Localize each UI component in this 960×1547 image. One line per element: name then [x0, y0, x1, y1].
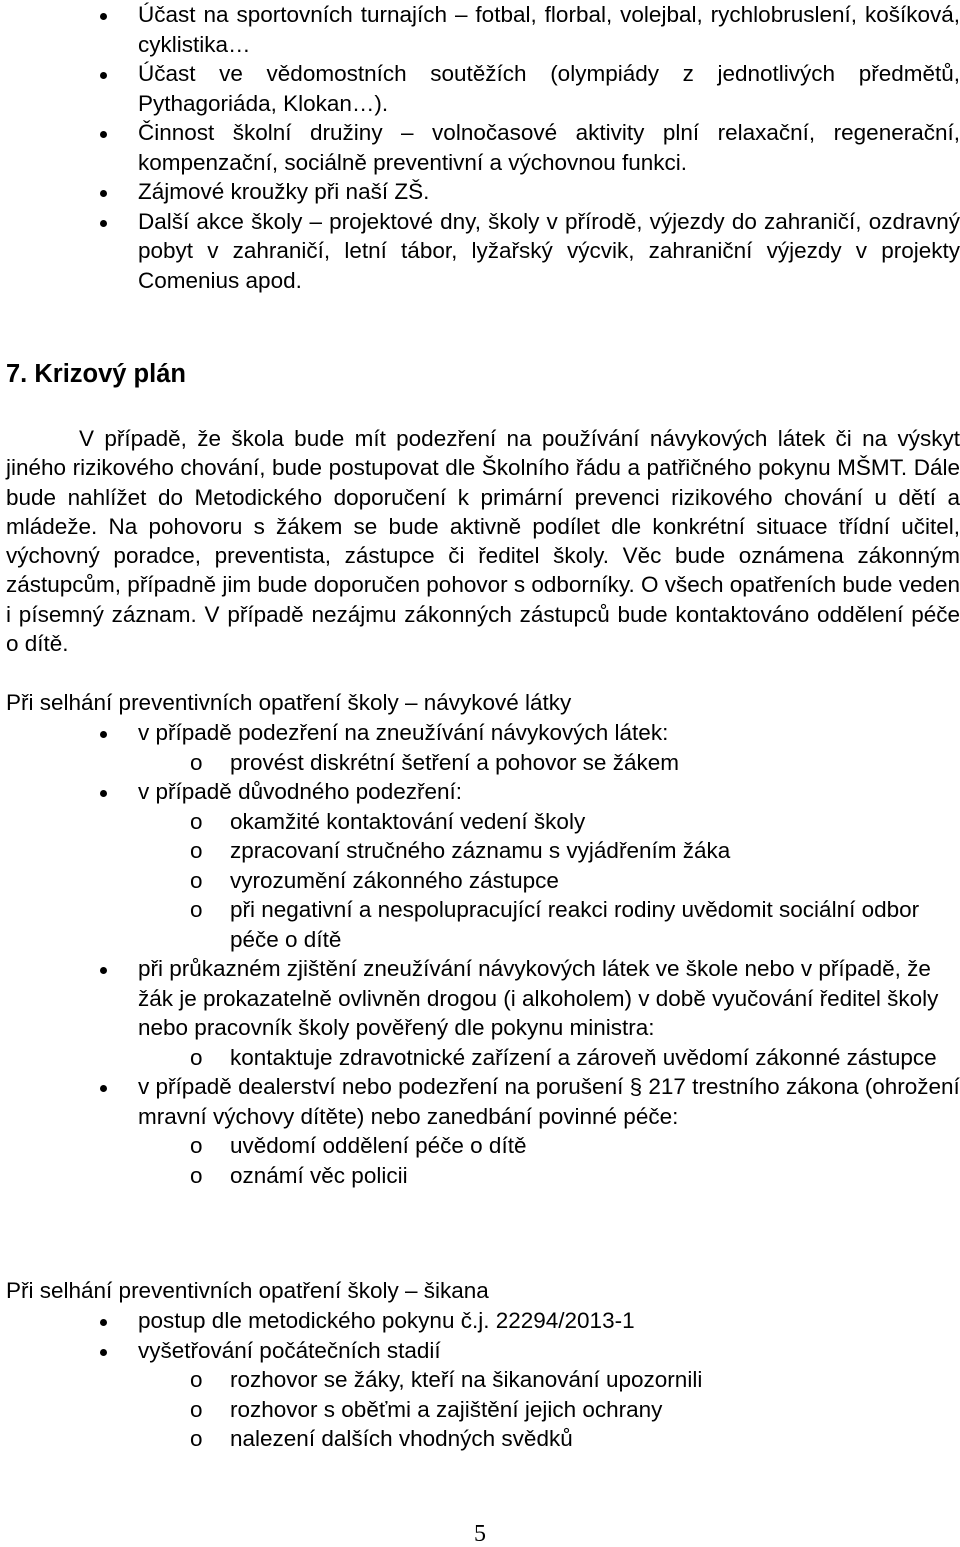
- sub-list-item-text: rozhovor se žáky, kteří na šikanování upozornili: [230, 1367, 703, 1392]
- circle-bullet-icon: o: [190, 897, 203, 922]
- list-item-text: při průkazném zjištění zneužívání návykových látek ve škole nebo v případě, že žák je prokazatelně ovlivněn drogou (i alkoholem) v době vyučování ředitel školy nebo pracovník školy pověřený dle pokynu ministra:: [138, 956, 939, 1040]
- activities-list: [0, 0, 960, 295]
- sub-list-item-text: nalezení dalších vhodných svědků: [230, 1426, 573, 1451]
- sub-list-item: [0, 866, 960, 896]
- bullet-icon: [100, 967, 107, 974]
- list-item: [0, 954, 960, 1043]
- bullet-icon: [100, 220, 107, 227]
- list-item-text: vyšetřování počátečních stadií: [138, 1337, 441, 1363]
- bullying-list: [0, 1306, 960, 1454]
- list-item: [0, 177, 960, 207]
- list-item: [0, 59, 960, 118]
- sub-list-item: [0, 1161, 960, 1191]
- sub-list-item-text: uvědomí oddělení péče o dítě: [230, 1133, 527, 1158]
- bullet-icon: [100, 1319, 107, 1326]
- list-item-text: Účast ve vědomostních soutěžích (olympiády z jednotlivých předmětů, Pythagoriáda, Klokan…).: [138, 61, 960, 116]
- sub-list-item: [0, 807, 960, 837]
- circle-bullet-icon: o: [190, 1426, 203, 1451]
- bullet-icon: [100, 1349, 107, 1356]
- circle-bullet-icon: o: [190, 838, 203, 863]
- list-item-text: v případě podezření na zneužívání návykových látek:: [138, 720, 669, 745]
- sub-list-item: [0, 895, 960, 954]
- sub-list-item-text: při negativní a nespolupracující reakci rodiny uvědomit sociální odbor péče o dítě: [230, 897, 920, 952]
- list-item: [0, 0, 960, 59]
- list-item: [0, 718, 960, 748]
- circle-bullet-icon: o: [190, 1133, 203, 1158]
- circle-bullet-icon: o: [190, 1044, 203, 1070]
- sub-list-item-text: okamžité kontaktování vedení školy: [230, 808, 586, 834]
- list-item: [0, 777, 960, 807]
- circle-bullet-icon: o: [190, 1396, 203, 1422]
- sub-list-item: [0, 1131, 960, 1161]
- sub-list-item-text: provést diskrétní šetření a pohovor se žákem: [230, 749, 679, 775]
- bullet-icon: [100, 790, 107, 797]
- list-item: [0, 1306, 960, 1336]
- sub-list-item: [0, 1395, 960, 1425]
- sub-list-item-text: kontaktuje zdravotnické zařízení a zároveň uvědomí zákonné zástupce: [230, 1044, 937, 1070]
- circle-bullet-icon: o: [190, 867, 203, 893]
- crisis-plan-paragraph: V případě, že škola bude mít podezření na používání návykových látek či na výskyt jiného rizikového chování, bude postupovat dle Školního řádu a patřičného pokynu MŠMT. Dále bude nahlížet do Metodického doporučení k primární prevenci rizikového chování u dětí a mládeže. Na pohovoru s žákem se bude aktivně podílet dle konkrétní situace třídní učitel, výchovný poradce, preventista, zástupce či ředitel školy. Věc bude oznámena zákonným zástupcům, případně jim bude doporučen pohovor s odborníky. O všech opatřeních bude veden i písemný záznam. V případě nezájmu zákonných zástupců bude kontaktováno oddělení péče o dítě.: [6, 426, 960, 657]
- circle-bullet-icon: o: [190, 749, 203, 775]
- list-item: [0, 207, 960, 296]
- list-item-text: v případě dealerství nebo podezření na porušení § 217 trestního zákona (ohrožení mravní výchovy dítěte) nebo zanedbání povinné péče:: [138, 1074, 960, 1129]
- sub-list-item: [0, 1424, 960, 1454]
- list-item-text: Činnost školní družiny – volnočasové aktivity plní relaxační, regenerační, kompenzační, sociálně preventivní a výchovnou funkci.: [138, 120, 960, 175]
- substances-list: [0, 718, 960, 1190]
- bullet-icon: [100, 731, 107, 738]
- list-item: [0, 1072, 960, 1131]
- sub-list-item: [0, 1365, 960, 1395]
- circle-bullet-icon: o: [190, 1367, 203, 1392]
- list-item: [0, 118, 960, 177]
- sub-list-item-text: zpracovaní stručného záznamu s vyjádřením žáka: [230, 838, 731, 863]
- sub-list-item-text: vyrozumění zákonného zástupce: [230, 867, 559, 893]
- circle-bullet-icon: o: [190, 1162, 203, 1188]
- list-item-text: Další akce školy – projektové dny, školy v přírodě, výjezdy do zahraničí, ozdravný pobyt v zahraničí, letní tábor, lyžařský výcvik, zahraniční výjezdy v projekty Comenius apod.: [138, 208, 960, 293]
- bullet-icon: [100, 131, 107, 138]
- bullet-icon: [100, 13, 107, 20]
- list-item-text: postup dle metodického pokynu č.j. 22294/2013-1: [138, 1308, 635, 1333]
- list-item-text: v případě důvodného podezření:: [138, 779, 462, 804]
- list-item-text: Zájmové kroužky při naší ZŠ.: [138, 179, 430, 204]
- list-item-text: Účast na sportovních turnajích – fotbal, florbal, volejbal, rychlobruslení, košíková, cyklistika…: [138, 2, 960, 57]
- substances-section-title: Při selhání preventivních opatření školy – návykové látky: [6, 690, 572, 715]
- sub-list-item: [0, 1043, 960, 1073]
- list-item: [0, 1336, 960, 1366]
- sub-list-item-text: oznámí věc policii: [230, 1162, 408, 1188]
- bullying-section-title: Při selhání preventivních opatření školy – šikana: [6, 1278, 489, 1303]
- sub-list-item-text: rozhovor s oběťmi a zajištění jejich ochrany: [230, 1396, 663, 1422]
- section-heading: 7. Krizový plán: [6, 360, 186, 388]
- bullet-icon: [100, 190, 107, 197]
- bullet-icon: [100, 1085, 107, 1092]
- circle-bullet-icon: o: [190, 808, 203, 834]
- page-number: 5: [474, 1521, 486, 1547]
- bullet-icon: [100, 72, 107, 79]
- sub-list-item: [0, 748, 960, 778]
- sub-list-item: [0, 836, 960, 866]
